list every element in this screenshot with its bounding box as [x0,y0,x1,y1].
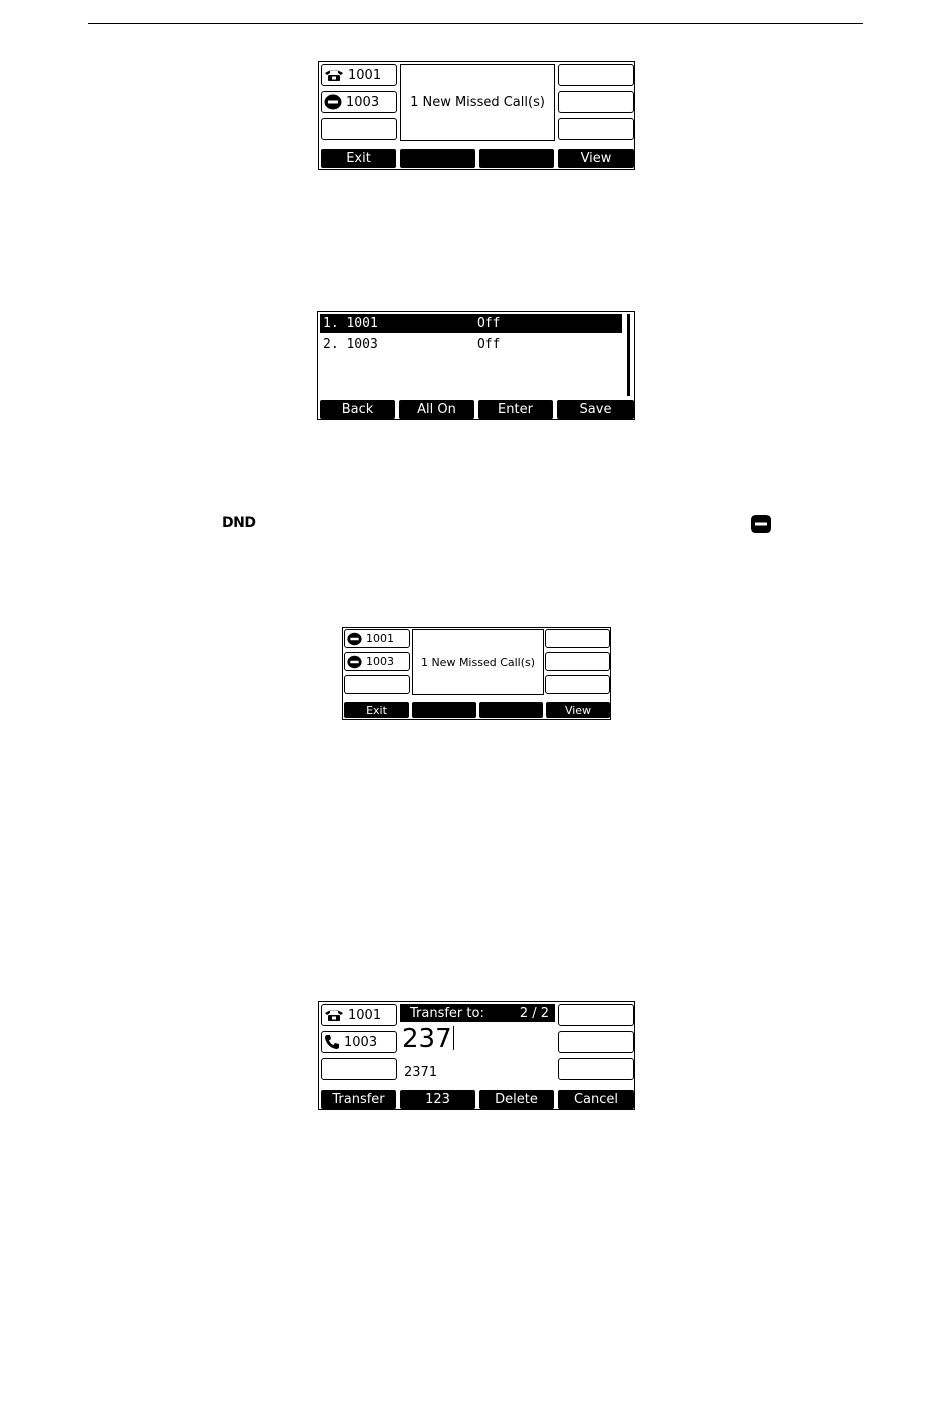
line-key-3[interactable] [321,118,397,140]
enter-softkey[interactable] [478,400,553,419]
list-item-status: Off [477,337,501,352]
right-key-2[interactable] [558,91,634,113]
dnd-icon [750,514,772,538]
line-key-2[interactable] [321,1031,397,1053]
line-key-label: 1001 [366,632,394,645]
line-key-3[interactable] [344,675,410,694]
telephone-icon [324,1008,344,1022]
softkey-label: View [580,151,612,166]
dial-input-value: 237 [402,1024,452,1054]
dial-input[interactable] [402,1024,454,1054]
softkey-3[interactable] [479,149,554,168]
page-indicator: 2 / 2 [519,1005,549,1021]
line-key-1[interactable] [321,64,397,86]
missed-call-message [412,629,544,695]
right-key-1[interactable] [545,629,610,648]
softkey-label: Exit [366,703,387,717]
right-key-3[interactable] [558,1058,634,1080]
back-softkey[interactable] [320,400,395,419]
softkey-label: Exit [346,151,371,166]
header-rule [88,23,863,24]
line-key-label: 1001 [348,67,382,83]
softkey-label: 123 [425,1092,450,1107]
softkey-label: Save [579,402,612,417]
softkey-label: Delete [495,1092,538,1107]
softkey-label: Transfer [332,1092,385,1107]
dnd-icon [347,632,362,646]
softkey-label: Back [341,402,374,417]
view-softkey[interactable] [546,702,610,718]
phone-screen-dnd-on [342,627,611,720]
delete-softkey[interactable] [479,1090,554,1109]
transfer-title: Transfer to: [410,1005,484,1021]
message-text: 1 New Missed Call(s) [410,95,545,110]
softkey-label: View [564,703,592,717]
missed-call-message [400,64,555,141]
transfer-softkey[interactable] [321,1090,396,1109]
softkey-label: Enter [498,402,533,417]
number-suggestion[interactable]: 2371 [404,1065,438,1080]
softkey-label: All On [417,402,456,417]
view-softkey[interactable] [558,149,634,168]
line-key-label: 1003 [366,655,394,668]
telephone-icon [324,68,344,82]
line-key-2[interactable] [321,91,397,113]
exit-softkey[interactable] [321,149,396,168]
phone-screen-dnd-list [317,311,635,420]
list-item-label: 1. 1001 [323,316,378,331]
dnd-icon [347,655,362,669]
line-key-2[interactable] [344,652,410,671]
scrollbar[interactable] [627,314,630,396]
save-softkey[interactable] [557,400,634,419]
right-key-1[interactable] [558,64,634,86]
softkey-label: Cancel [573,1092,619,1107]
cancel-softkey[interactable] [558,1090,634,1109]
line-key-1[interactable] [344,629,410,648]
handset-icon [324,1034,340,1050]
dnd-icon [324,94,342,110]
all-on-softkey[interactable] [399,400,474,419]
list-item[interactable] [320,335,622,354]
list-item-label: 2. 1003 [323,337,378,352]
right-key-3[interactable] [558,118,634,140]
phone-screen-missed-call [318,61,635,170]
right-key-2[interactable] [558,1031,634,1053]
softkey-2[interactable] [412,702,476,718]
right-key-3[interactable] [545,675,610,694]
input-mode-softkey[interactable] [400,1090,475,1109]
line-key-label: 1003 [346,94,380,110]
line-key-label: 1001 [348,1007,382,1023]
list-item-status: Off [477,316,501,331]
line-key-1[interactable] [321,1004,397,1026]
line-key-3[interactable] [321,1058,397,1080]
right-key-1[interactable] [558,1004,634,1026]
list-item[interactable] [320,314,622,333]
softkey-3[interactable] [479,702,543,718]
right-key-2[interactable] [545,652,610,671]
dnd-label: DND [222,515,256,531]
phone-screen-transfer [318,1001,635,1110]
line-key-label: 1003 [344,1034,378,1050]
exit-softkey[interactable] [344,702,409,718]
softkey-2[interactable] [400,149,475,168]
message-text: 1 New Missed Call(s) [420,655,536,669]
transfer-header [400,1004,555,1022]
text-cursor [453,1026,454,1050]
